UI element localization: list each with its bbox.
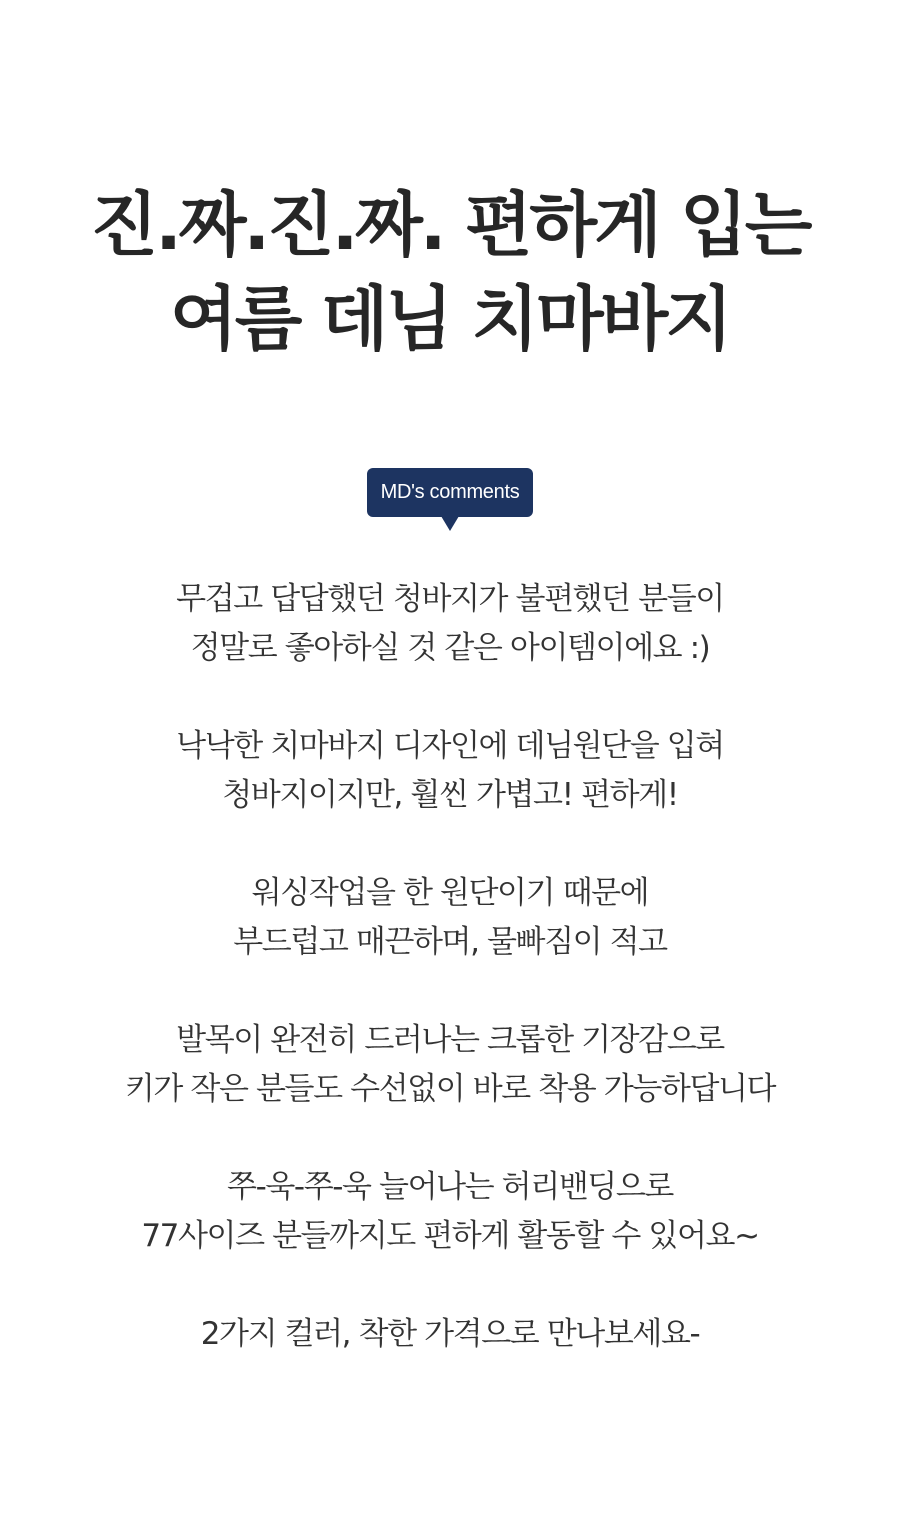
comment-line: 2가지 컬러, 착한 가격으로 만나보세요- (200, 1316, 700, 1352)
comment-line: 발목이 완전히 드러나는 크롭한 기장감으로 (176, 1022, 724, 1058)
md-comments-label: MD's comments (380, 481, 520, 503)
headline-line-1: 진.짜.진.짜. 편하게 입는 (90, 184, 810, 266)
comment-line: 키가 작은 분들도 수선없이 바로 착용 가능하답니다 (124, 1071, 776, 1107)
md-comment-body (0, 575, 900, 1408)
comment-line: 청바지이지만, 훨씬 가볍고! 편하게! (222, 777, 678, 813)
comment-paragraph-2 (0, 722, 900, 820)
comment-line: 77사이즈 분들까지도 편하게 활동할 수 있어요~ (141, 1218, 759, 1254)
md-comments-badge (367, 468, 534, 517)
comment-paragraph-3 (0, 869, 900, 967)
comment-paragraph-6 (0, 1310, 900, 1359)
comment-paragraph-1 (0, 575, 900, 673)
md-comments-badge-wrap (0, 468, 900, 517)
comment-line: 워싱작업을 한 원단이기 때문에 (251, 875, 649, 911)
comment-paragraph-4 (0, 1016, 900, 1114)
comment-line: 무겁고 답답했던 청바지가 불편했던 분들이 (176, 581, 724, 617)
comment-paragraph-5 (0, 1163, 900, 1261)
speech-tail-icon (441, 516, 459, 531)
comment-line: 낙낙한 치마바지 디자인에 데님원단을 입혀 (176, 728, 724, 764)
headline-line-2: 여름 데님 치마바지 (170, 278, 730, 360)
comment-line: 부드럽고 매끈하며, 물빠짐이 적고 (233, 924, 667, 960)
headline (0, 178, 900, 366)
comment-line: 쭈-욱-쭈-욱 늘어나는 허리밴딩으로 (227, 1169, 673, 1205)
comment-line: 정말로 좋아하실 것 같은 아이템이에요 :) (190, 630, 710, 666)
